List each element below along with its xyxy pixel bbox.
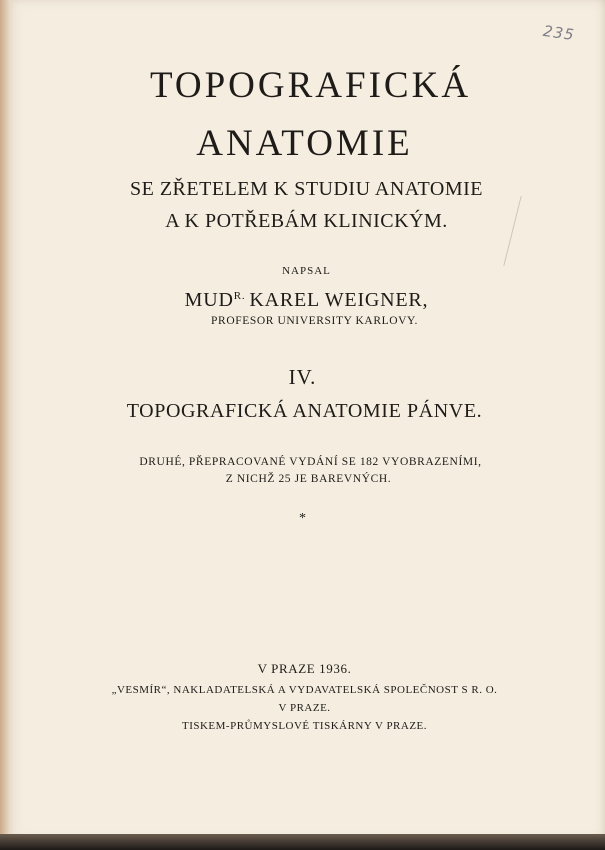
edition-line-2: Z NICHŽ 25 JE BAREVNÝCH. <box>225 473 392 485</box>
imprint-printer: TISKEM-PRŮMYSLOVÉ TISKÁRNY V PRAZE. <box>181 720 428 732</box>
author-name: KAREL WEIGNER, <box>249 289 429 311</box>
author-prefix-superscript: R. <box>233 290 246 302</box>
edition-line-1: DRUHÉ, PŘEPRACOVANÉ VYDÁNÍ SE 182 VYOBRAZENÍMI, <box>139 456 482 468</box>
imprint-publisher: „VESMÍR“, NAKLADATELSKÁ A VYDAVATELSKÁ SPOLEČNOST S R. O. <box>111 684 498 696</box>
author-line <box>4 283 605 313</box>
volume-title: TOPOGRAFICKÁ ANATOMIE PÁNVE. <box>126 400 483 422</box>
author-intro: NAPSAL <box>282 265 331 277</box>
author-affiliation: PROFESOR UNIVERSITY KARLOVY. <box>211 315 418 327</box>
subtitle-line-1: SE ZŘETELEM K STUDIU ANATOMIE <box>129 178 483 200</box>
subtitle-line-2: A K POTŘEBÁM KLINICKÝM. <box>165 210 448 232</box>
imprint-publisher-place: V PRAZE. <box>278 702 331 714</box>
main-title-line-2: ANATOMIE <box>196 123 413 164</box>
ornament-asterisk: * <box>299 511 306 526</box>
page-bottom-edge <box>0 834 605 850</box>
volume-number: IV. <box>288 365 317 389</box>
author-prefix: MUD <box>184 289 234 311</box>
handwritten-catalog-number: 235 <box>541 21 576 45</box>
main-title-line-1: TOPOGRAFICKÁ <box>149 65 472 106</box>
imprint-place-year: V PRAZE 1936. <box>257 661 352 676</box>
